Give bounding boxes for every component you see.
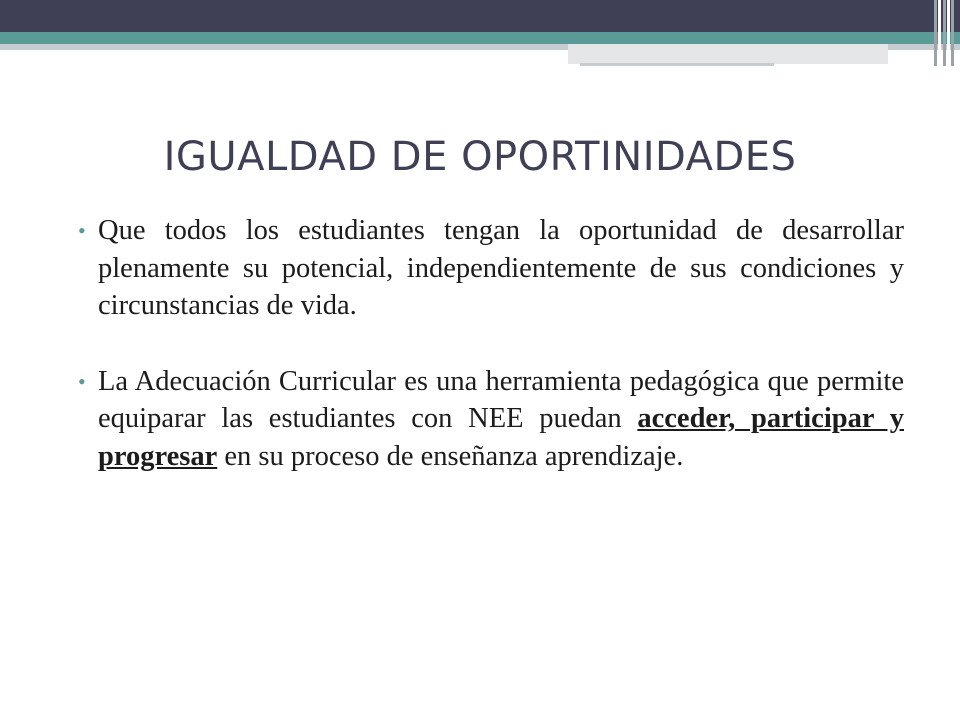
bullet-text-1: Que todos los estudiantes tengan la oportunidad de desarrollar plenamente su potencial, independientemente de sus condiciones y circunstancias de vida. [98,215,904,321]
bullet-text-2-before: La Adecuación Curricular es una herramienta pedagógica que permite equiparar las estudiantes con NEE puedan [98,365,904,434]
bullet-icon: • [78,218,86,243]
header-teal-band [0,32,960,44]
header-dark-band [0,0,960,32]
bullet-item-1 [78,212,904,325]
bullet-icon: • [78,368,86,394]
header-tab-line [580,63,774,66]
bullet-list [78,212,904,475]
slide-title: IGUALDAD DE OPORTINIDADES [163,134,797,180]
bullet-text-2-emphasis: acceder, participar y progresar [98,403,904,472]
bullet-item-2 [78,363,904,476]
corner-decoration [934,0,954,66]
bullet-text-2-after: en su proceso de enseñanza aprendizaje. [217,440,684,472]
header-tab-shape [568,44,888,64]
